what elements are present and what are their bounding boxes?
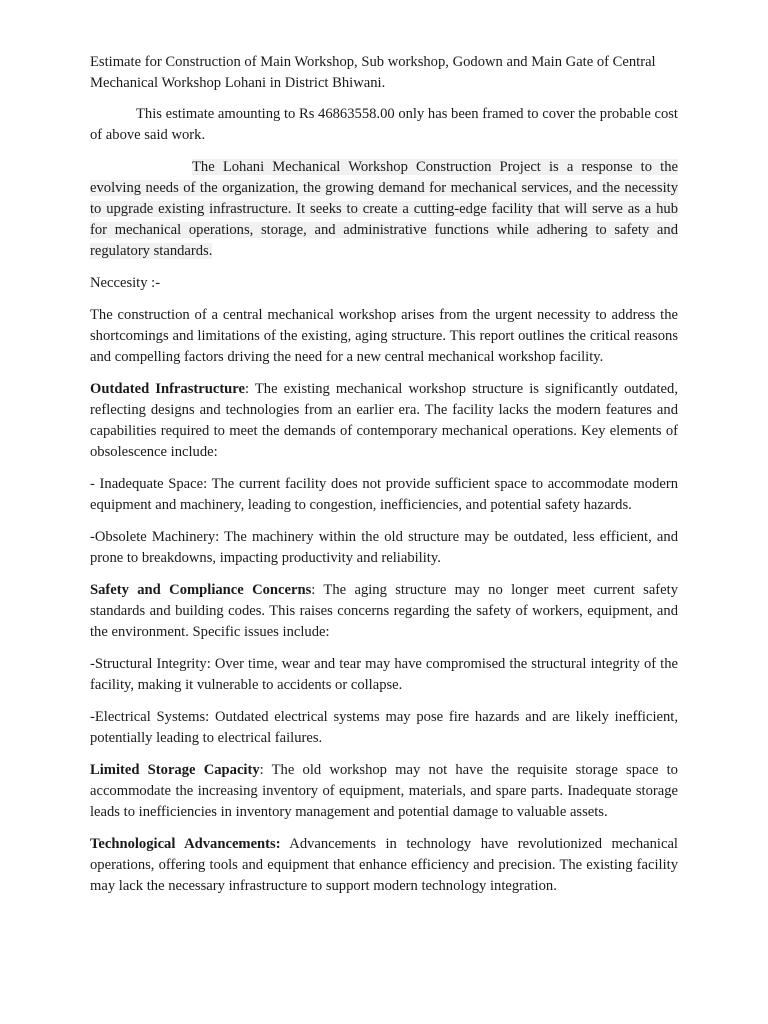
safety-compliance-text: : The aging structure may no longer meet current safety standards and building codes. This raises concerns regarding the safety of workers, equipment, and the environment. Specific issues include: (90, 582, 678, 640)
document-title: Estimate for Construction of Main Workshop, Sub workshop, Godown and Main Gate of Central Mechanical Workshop Lohani in District Bhiwani. (90, 54, 656, 91)
storage-capacity-heading: Limited Storage Capacity (90, 762, 260, 778)
inadequate-space-item: - Inadequate Space: The current facility does not provide sufficient space to accommodate modern equipment and machinery, leading to congestion, inefficiencies, and potential safety hazards. (90, 476, 678, 513)
obsolete-machinery-item: -Obsolete Machinery: The machinery within the old structure may be outdated, less efficient, and prone to breakdowns, impacting productivity and reliability. (90, 529, 678, 566)
technological-advancements-text: Advancements in technology have revolutionized mechanical operations, offering tools and equipment that enhance efficiency and precision. The existing facility may lack the necessary infrastructure to support modern technology integration. (90, 836, 678, 894)
necessity-paragraph: The construction of a central mechanical workshop arises from the urgent necessity to address the shortcomings and limitations of the existing, aging structure. This report outlines the critical reasons and compelling factors driving the need for a new central mechanical workshop facility. (90, 307, 678, 365)
project-paragraph-text: The Lohani Mechanical Workshop Construction Project is a response to the evolving needs of the organization, the growing demand for mechanical services, and the necessity to upgrade existing infrastructure. It seeks to create a cutting-edge facility that will serve as a hub for mechanical operations, storage, and administrative functions while adhering to safety and regulatory standards. (90, 159, 678, 259)
structural-integrity-item: -Structural Integrity: Over time, wear and tear may have compromised the structural integrity of the facility, making it vulnerable to accidents or collapse. (90, 656, 678, 693)
necessity-heading: Neccesity :- (90, 275, 161, 291)
storage-capacity-paragraph (90, 760, 678, 823)
outdated-infrastructure-heading: Outdated Infrastructure (90, 381, 245, 397)
electrical-systems-item: -Electrical Systems: Outdated electrical systems may pose fire hazards and are likely inefficient, potentially leading to electrical failures. (90, 709, 678, 746)
project-paragraph (90, 157, 678, 262)
storage-capacity-text: : The old workshop may not have the requisite storage space to accommodate the increasing inventory of equipment, materials, and spare parts. Inadequate storage leads to inefficiencies in inventory management and potential damage to valuable assets. (90, 762, 678, 820)
technological-advancements-heading: Technological Advancements: (90, 836, 281, 852)
safety-compliance-heading: Safety and Compliance Concerns (90, 582, 312, 598)
safety-compliance-paragraph (90, 580, 678, 643)
document-page (90, 52, 678, 908)
technological-advancements-paragraph (90, 834, 678, 897)
outdated-infrastructure-text: : The existing mechanical workshop structure is significantly outdated, reflecting designs and technologies from an earlier era. The facility lacks the modern features and capabilities required to meet the demands of contemporary mechanical operations. Key elements of obsolescence include: (90, 381, 678, 460)
outdated-infrastructure-paragraph (90, 379, 678, 463)
estimate-paragraph: This estimate amounting to Rs 46863558.00 only has been framed to cover the probable cost of above said work. (90, 106, 678, 143)
